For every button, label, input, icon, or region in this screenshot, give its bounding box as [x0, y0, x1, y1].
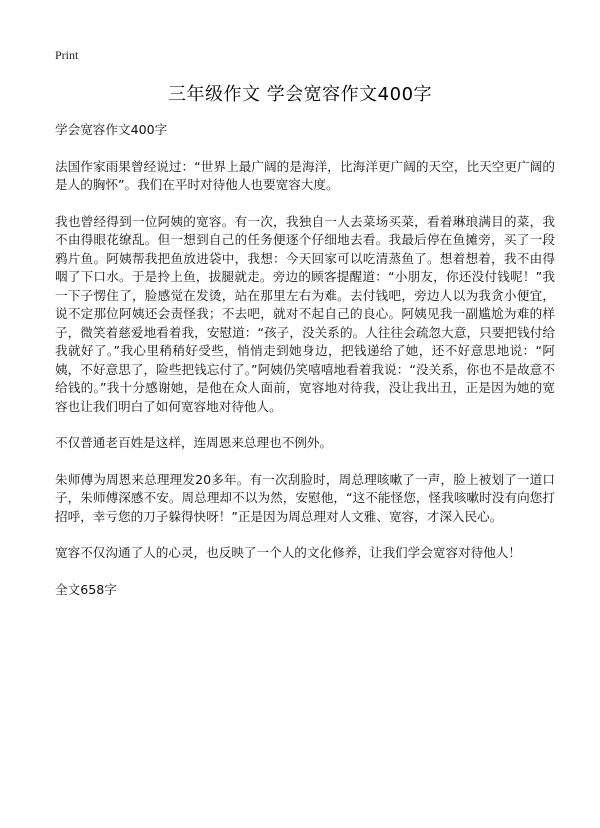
print-link[interactable]: Print: [55, 48, 79, 62]
article-body: [55, 121, 555, 599]
paragraph-3: 不仅普通老百姓是这样，连周恩来总理也不例外。: [55, 435, 333, 450]
article-subtitle: 学会宽容作文400字: [55, 122, 168, 137]
word-count: 全文658字: [55, 581, 117, 597]
paragraph-5: 宽容不仅沟通了人的心灵，也反映了一个人的文化修养，让我们学会宽容对待他人！: [55, 545, 521, 560]
paragraph-2: 我也曾经得到一位阿姨的宽容。有一次，我独自一人去菜场买菜，看着琳琅满目的菜，我不由得眼花缭乱。但一想到自己的任务便逐个仔细地去看。我最后停在鱼摊旁，买了一段鸦片鱼。阿姨帮我把鱼放进袋中，我想：今天回家可以吃清蒸鱼了。想着想着，我不由得咽了下口水。于是拎上鱼，拔腿就走。旁边的顾客提醒道：“小朋友，你还没付钱呢！”我一下子愣住了，脸感觉在发烫，站在那里左右为难。去付钱吧，旁边人以为我贪小便宜，说不定那位阿姨还会责怪我；不去吧，就对不起自己的良心。阿姨见我一副尴尬为难的样子，微笑着慈爱地看着我，安慰道：“孩子，没关系的。人往往会疏忽大意，只要把钱付给我就好了。”我心里稍稍好受些，悄悄走到她身边，把钱递给了她，还不好意思地说：“阿姨，不好意思了，险些把钱忘付了。”阿姨仍笑嘻嘻地看着我说：“没关系，你也不是故意不给钱的。”我十分感谢她，是他在众人面前，宽容地对待我，没让我出丑，正是因为她的宽容也让我们明白了如何宽容地对待他人。: [55, 213, 555, 414]
paragraph-1: 法国作家雨果曾经说过：“世界上最广阔的是海洋，比海洋更广阔的天空，比天空更广阔的是人的胸怀”。我们在平时对待他人也要宽容大度。: [55, 158, 555, 192]
page-title: 三年级作文 学会宽容作文400字: [167, 84, 433, 105]
paragraph-4: 朱师傅为周恩来总理理发20多年。有一次刮脸时，周总理咳嗽了一声，脸上被划了一道口子，朱师傅深感不安。周总理却不以为然，安慰他，“这不能怪您，怪我咳嗽时没有向您打招呼，幸亏您的刀子躲得快呀！”正是因为周总理对人文雅、宽容，才深入民心。: [55, 471, 555, 524]
